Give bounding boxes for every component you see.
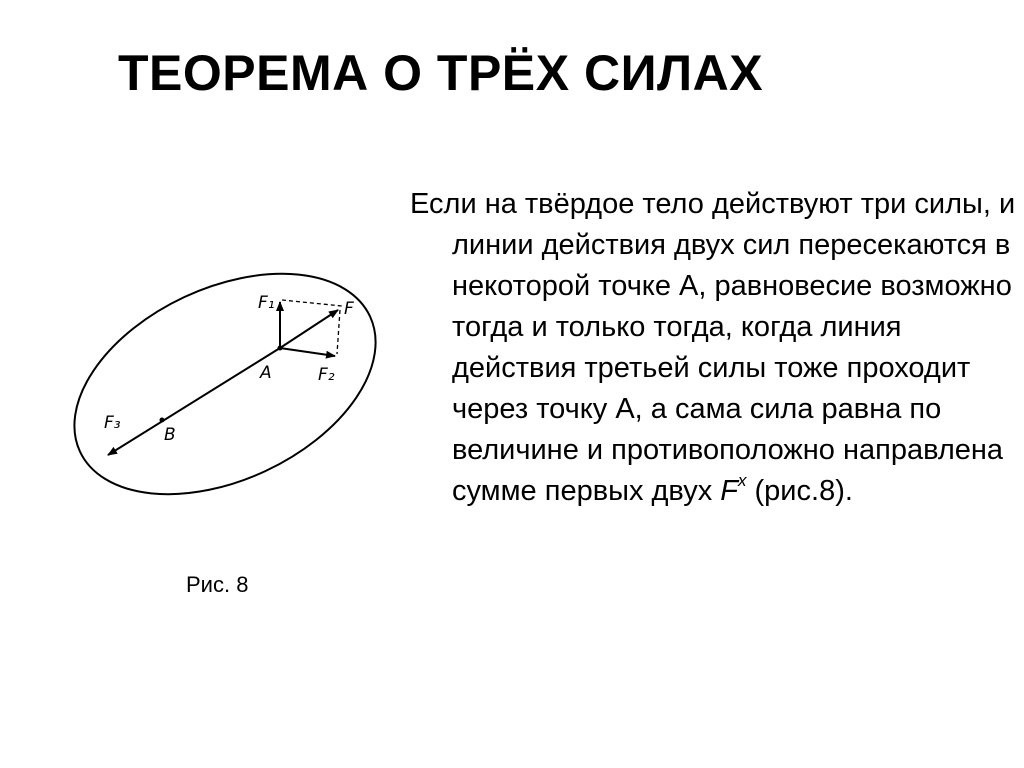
point-b-dot bbox=[160, 418, 165, 423]
slide-title: ТЕОРЕМА О ТРЁХ СИЛАХ bbox=[118, 45, 764, 101]
theorem-text-end: (рис.8). bbox=[746, 475, 853, 507]
force-f3-arrow bbox=[108, 348, 280, 455]
force-f2-arrow bbox=[280, 348, 335, 356]
label-point-b: B bbox=[164, 425, 176, 445]
figure-caption: Рис. 8 bbox=[186, 572, 249, 597]
force-symbol: F bbox=[720, 475, 738, 507]
parallelogram-right-dashed bbox=[337, 310, 340, 354]
label-point-a: A bbox=[260, 363, 272, 383]
label-f1: F₁ bbox=[258, 293, 275, 313]
label-f: F bbox=[344, 299, 354, 319]
parallelogram-top-dashed bbox=[282, 300, 342, 306]
three-forces-diagram bbox=[60, 230, 400, 530]
theorem-statement bbox=[410, 184, 1022, 512]
theorem-text-main: Если на твёрдое тело действуют три силы, и линии действия двух сил пересекаются в некоторой точке А, равновесие возможно тогда и только тогда, когда линия действия третьей силы тоже проходит через точку А, а сама сила равна по величине и противоположно направлена сумме первых двух bbox=[410, 188, 1016, 507]
label-f3: F₃ bbox=[104, 413, 121, 433]
force-symbol-superscript: x bbox=[737, 471, 747, 491]
label-f2: F₂ bbox=[318, 365, 335, 385]
point-a-dot bbox=[278, 346, 283, 351]
force-f-arrow bbox=[280, 310, 338, 348]
